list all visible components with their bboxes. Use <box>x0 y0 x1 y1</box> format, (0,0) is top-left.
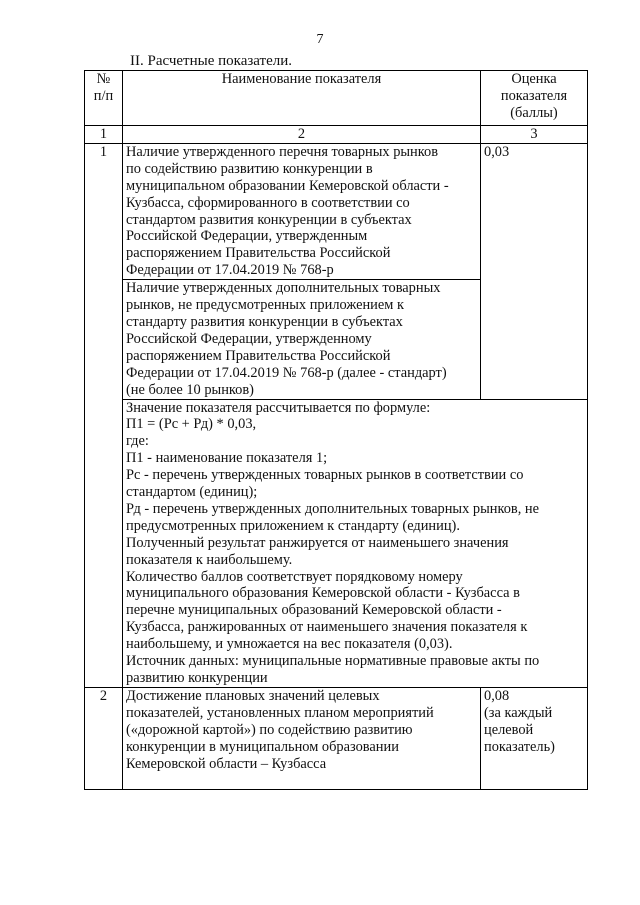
text-line: Оценка <box>511 71 557 87</box>
text-line: П1 - наименование показателя 1; <box>126 450 328 467</box>
text-line: Полученный результат ранжируется от наименьшего значения <box>126 534 509 551</box>
text-line: рынков, не предусмотренных приложением к <box>126 297 404 314</box>
text-line: стандарту развития конкуренции в субъектах <box>126 313 403 330</box>
text-line: Рс - перечень утвержденных товарных рынков в соответствии со <box>126 467 524 484</box>
text-line: показателя <box>500 87 568 104</box>
text-line: распоряжением Правительства Российской <box>126 347 391 364</box>
text-line: (не более 10 рынков) <box>126 381 254 398</box>
table-header-row <box>85 71 588 126</box>
row-1-score: 0,03 <box>481 143 588 399</box>
row-2-num: 2 <box>85 687 123 789</box>
text-line: конкуренции в муниципальном образовании <box>126 738 399 755</box>
text-line: Кузбасса, сформированного в соответствии со <box>126 194 410 211</box>
text-line: стандартом (единиц); <box>126 484 258 501</box>
text-line: целевой <box>484 721 534 738</box>
row-1-item-b <box>123 280 481 399</box>
text-line: Российской Федерации, утвержденным <box>126 228 368 245</box>
text-line: Наличие утвержденных дополнительных товарных <box>126 280 441 297</box>
header-score <box>481 71 588 126</box>
indicators-table <box>84 70 588 790</box>
col-number-2: 2 <box>123 126 481 144</box>
text-line: предусмотренных приложением к стандарту (единиц). <box>126 517 460 534</box>
text-line: («дорожной картой») по содействию развитию <box>126 721 413 738</box>
row-2-name <box>123 687 481 789</box>
page-number: 7 <box>316 32 324 47</box>
text-line: где: <box>126 433 149 450</box>
text-line: Количество баллов соответствует порядковому номеру <box>126 568 463 585</box>
table-row <box>85 399 588 687</box>
text-line: перечне муниципальных образований Кемеровской области - <box>126 602 502 619</box>
text-line: Наличие утвержденного перечня товарных рынков <box>126 143 439 160</box>
text-line: Российской Федерации, утвержденному <box>126 330 372 347</box>
text-line: (за каждый <box>484 704 553 721</box>
text-line: Источник данных: муниципальные нормативные правовые акты по <box>126 653 540 670</box>
text-line: Федерации от 17.04.2019 № 768-р <box>126 262 334 279</box>
text-line: П1 = (Рс + Рд) * 0,03, <box>126 416 257 433</box>
row-2-score <box>481 687 588 789</box>
text-line: 0,08 <box>484 687 510 704</box>
text-line: Рд - перечень утвержденных дополнительных товарных рынков, не <box>126 500 539 517</box>
text-line: (баллы) <box>510 104 558 121</box>
text-line: Значение показателя рассчитывается по формуле: <box>126 399 431 416</box>
table-row <box>85 143 588 279</box>
text-line: п/п <box>93 87 114 104</box>
header-num <box>85 71 123 126</box>
row-1-num: 1 <box>85 143 123 687</box>
text-line: развитию конкуренции <box>126 670 268 686</box>
text-line: показателей, установленных планом мероприятий <box>126 704 434 721</box>
text-line: показателя к наибольшему. <box>126 551 293 568</box>
row-1-formula <box>123 399 588 687</box>
text-line: наибольшему, и умножается на вес показателя (0,03). <box>126 636 453 653</box>
text-line: муниципального образования Кемеровской области - Кузбасса в <box>126 585 520 602</box>
text-line: Достижение плановых значений целевых <box>126 687 380 704</box>
column-number-row <box>85 126 588 144</box>
col-number-3: 3 <box>481 126 588 144</box>
text-line: стандартом развития конкуренции в субъектах <box>126 211 412 228</box>
section-title: II. Расчетные показатели. <box>130 53 293 69</box>
header-name: Наименование показателя <box>123 71 481 126</box>
text-line: Кемеровской области – Кузбасса <box>126 755 327 772</box>
text-line: по содействию развитию конкуренции в <box>126 160 373 177</box>
text-line: распоряжением Правительства Российской <box>126 245 391 262</box>
text-line: Федерации от 17.04.2019 № 768-р (далее - стандарт) <box>126 364 447 381</box>
row-1-item-a <box>123 143 481 279</box>
text-line: № <box>96 71 111 87</box>
text-line: показатель) <box>484 738 555 755</box>
text-line: Кузбасса, ранжированных от наименьшего значения показателя к <box>126 619 528 636</box>
text-line: муниципальном образовании Кемеровской области - <box>126 177 449 194</box>
col-number-1: 1 <box>85 126 123 144</box>
table-row <box>85 687 588 789</box>
